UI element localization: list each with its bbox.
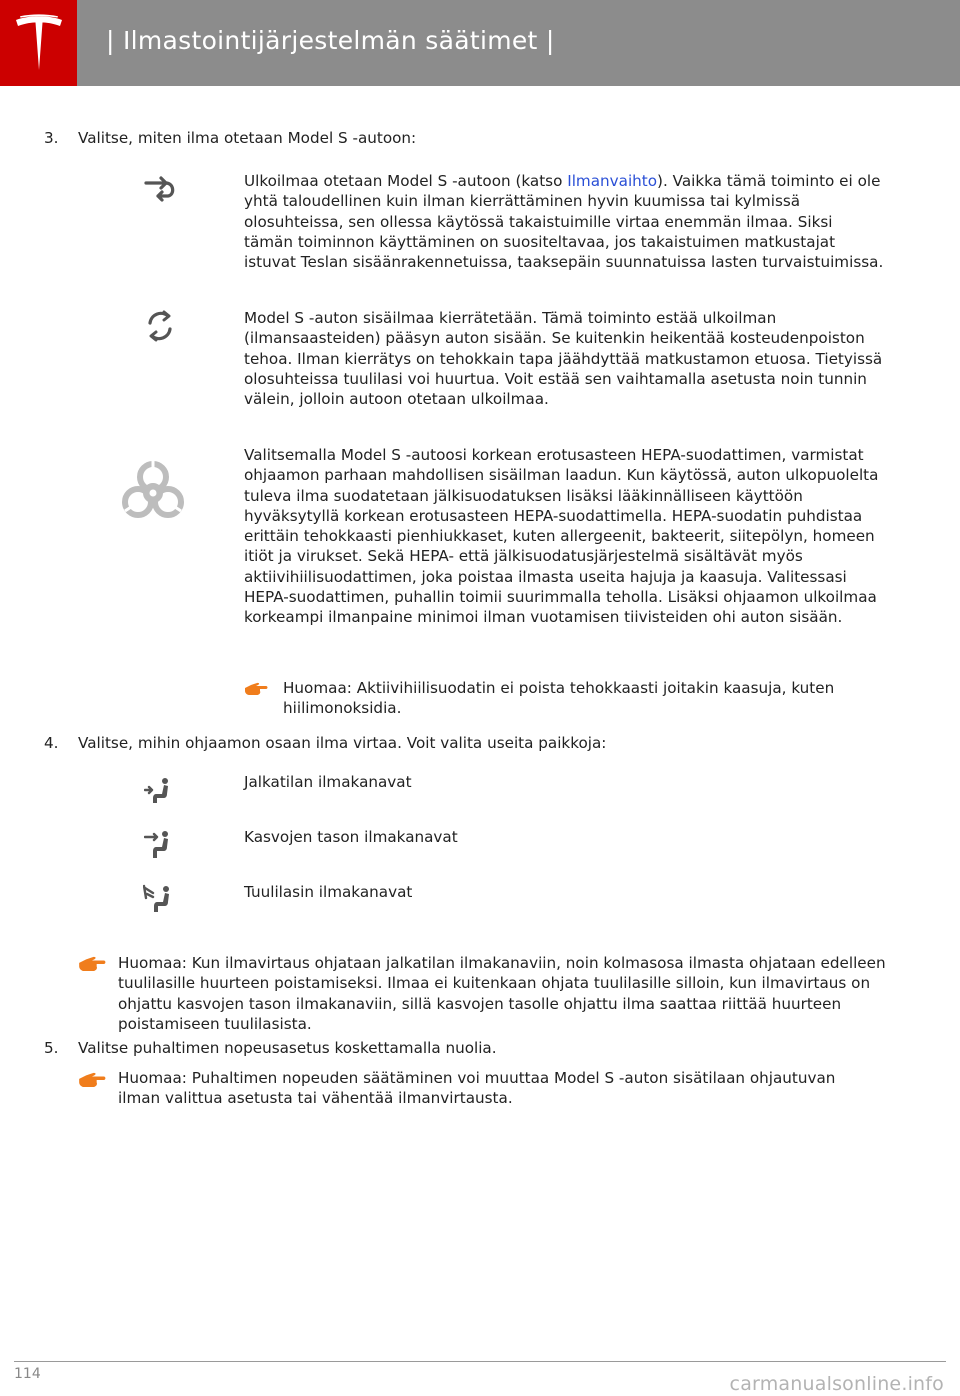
section-title: | Ilmastointijärjestelmän säätimet | bbox=[106, 26, 555, 55]
step-number: 3. bbox=[44, 129, 59, 147]
footwell-vent-label: Jalkatilan ilmakanavat bbox=[244, 773, 412, 791]
footer-divider bbox=[14, 1361, 946, 1362]
tesla-logo-icon bbox=[14, 14, 64, 72]
airflow-note: Huomaa: Kun ilmavirtaus ohjataan jalkatilan ilmakanaviin, noin kolmasosa ilmasta ohjataan edelleen tuulilasille huurteen poistamiseksi. Ilmaa ei kuitenkaan ohjata tuulilasille silloin, kun ilmavirtaus on ohjattu kasvojen tason ilmakanaviin, sillä kasvojen tasolle ohjattu ilma saattaa riittää huurteen poistamiseen tuulilasista. bbox=[118, 954, 886, 1033]
step-text: Valitse, mihin ohjaamon osaan ilma virtaa. Voit valita useita paikkoja: bbox=[78, 734, 607, 752]
windshield-vent-label: Tuulilasin ilmakanavat bbox=[244, 883, 413, 901]
face-vent-label: Kasvojen tason ilmakanavat bbox=[244, 828, 458, 846]
face-vent-icon bbox=[144, 830, 172, 864]
note-hand-icon bbox=[78, 1071, 106, 1093]
watermark: carmanualsonline.info bbox=[729, 1373, 944, 1395]
step-number: 5. bbox=[44, 1039, 59, 1057]
note-hand-icon bbox=[78, 955, 106, 977]
page-number: 114 bbox=[14, 1366, 41, 1382]
note-hand-icon bbox=[244, 681, 268, 700]
tesla-logo bbox=[0, 0, 77, 86]
recirculate-description: Model S -auton sisäilmaa kierrätetään. Tämä toiminto estää ulkoilman (ilmansaasteiden) pääsyn auton sisään. Se kuitenkin heikentää kosteudenpoiston tehoa. Ilman kierrätys on tehokkain tapa jäähdyttää matkustamon etuosa. Tietyissä olosuhteissa tuulilasi voi huurtua. Voit estää sen vaihtamalla asetusta noin tunnin välein, jolloin autoon otetaan ulkoilmaa. bbox=[244, 309, 883, 409]
biohazard-icon bbox=[122, 459, 184, 527]
hepa-note: Huomaa: Aktiivihiilisuodatin ei poista tehokkaasti joitakin kaasuja, kuten hiilimonoksidia. bbox=[283, 679, 835, 718]
fresh-air-icon bbox=[144, 174, 178, 208]
footwell-vent-icon bbox=[144, 777, 172, 809]
step-text: Valitse puhaltimen nopeusasetus koskettamalla nuolia. bbox=[78, 1039, 497, 1057]
ilmanvaihto-link[interactable]: Ilmanvaihto bbox=[567, 172, 658, 190]
step-text: Valitse, miten ilma otetaan Model S -autoon: bbox=[78, 129, 417, 147]
fresh-air-description: Ulkoilmaa otetaan Model S -autoon (katso Ilmanvaihto). Vaikka tämä toiminto ei ole yhtä taloudellinen kuin ilman kierrättäminen hyvin kuumissa tai kylmissä olosuhteissa, sen ollessa käytössä takaistuimille virtaa enemmän ilmaa. Siksi tämän toiminnon käyttäminen on suositeltavaa, jos takaistuimen matkustajat istuvat Teslan sisäänrakennetuissa, taaksepäin suunnatuissa lasten turvaistuimissa. bbox=[244, 172, 884, 272]
hepa-description: Valitsemalla Model S -autoosi korkean erotusasteen HEPA-suodattimen, varmistat ohjaamon parhaan mahdollisen sisäilman laadun. Kun käytössä, auton ulkopuolelta tuleva ilma suodatetaan jälkisuodatuksen lisäksi lääkinnälliseen käyttöön hyväksytyllä korkean erotusasteen HEPA-suodattimella. HEPA-suodatin puhdistaa erittäin tehokkaasti pienhiukkaset, kuten allergeenit, bakteerit, siitepölyn, homeen itiöt ja virukset. Sekä HEPA- että jälkisuodatusjärjestelmä sisältävät myös aktiivihiilisuodattimen, joka poistaa ilmasta useita hajuja ja kaasuja. Valitessasi HEPA-suodattimen, puhallin toimii suurimmalla teholla. Lisäksi ohjaamon ulkoilmaa korkeampi ilmanpaine minimoi ilman vuotamisen tiivisteiden ohi auton sisään. bbox=[244, 446, 879, 627]
step-number: 4. bbox=[44, 734, 59, 752]
fan-speed-note: Huomaa: Puhaltimen nopeuden säätäminen voi muuttaa Model S -auton sisätilaan ohjautuvan ilman valittua asetusta tai vähentää ilmanvirtausta. bbox=[118, 1069, 836, 1108]
windshield-vent-icon bbox=[143, 884, 173, 918]
recirculate-icon bbox=[144, 309, 176, 347]
page-header bbox=[0, 0, 960, 86]
